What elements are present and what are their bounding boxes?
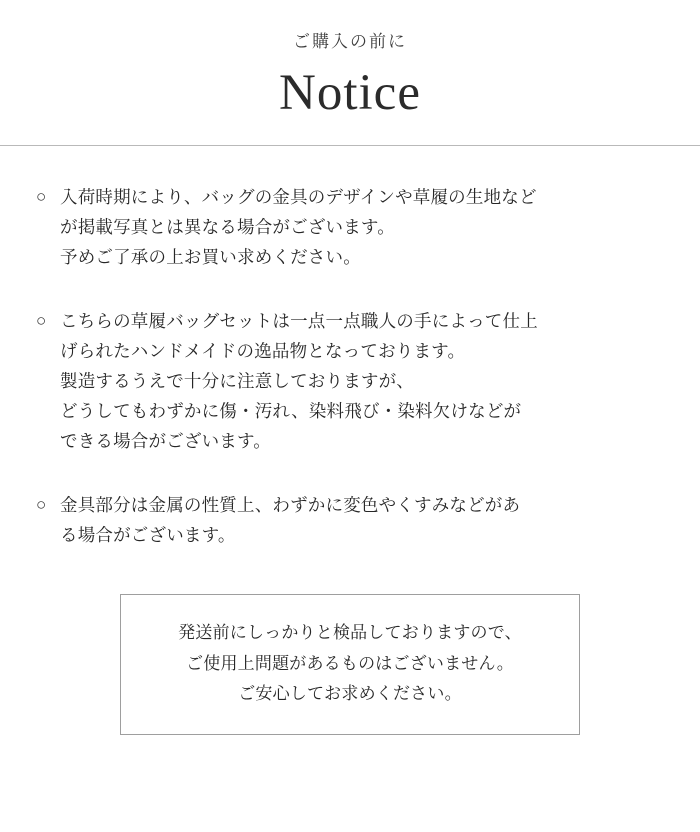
footer-box-wrapper [0, 594, 700, 735]
notes-list [0, 146, 700, 551]
page-header [0, 0, 700, 126]
box-line: ご使用上問題があるものはございません。 [186, 653, 514, 673]
circle-bullet-icon: ○ [36, 310, 47, 330]
circle-bullet-icon: ○ [36, 495, 47, 515]
note-item [36, 306, 664, 456]
inspection-notice-box [120, 594, 580, 735]
note-line: 入荷時期により、バッグの金具のデザインや草履の生地など [60, 186, 537, 207]
note-line: が掲載写真とは異なる場合がございます。 [60, 216, 395, 237]
note-line: 製造するうえで十分に注意しておりますが、 [60, 371, 414, 392]
note-line: る場合がございます。 [60, 525, 236, 546]
note-line: こちらの草履バッグセットは一点一点職人の手によって仕上 [60, 310, 538, 331]
header-kicker: ご購入の前に [293, 32, 407, 51]
note-line: できる場合がございます。 [60, 431, 271, 452]
note-line: どうしてもわずかに傷・汚れ、染料飛び・染料欠けなどが [60, 401, 522, 422]
note-item [36, 182, 664, 272]
note-body [60, 490, 664, 550]
note-line: 金具部分は金属の性質上、わずかに変色やくすみなどがあ [60, 495, 521, 516]
note-body [60, 306, 664, 456]
note-item [36, 490, 664, 550]
box-line: 発送前にしっかりと検品しておりますので、 [178, 623, 522, 643]
note-body [60, 182, 664, 272]
circle-bullet-icon: ○ [36, 186, 47, 206]
page-title: Notice [279, 64, 421, 121]
box-line: ご安心してお求めください。 [238, 683, 462, 703]
note-line: げられたハンドメイドの逸品物となっております。 [60, 340, 466, 361]
note-line: 予めご了承の上お買い求めください。 [60, 246, 361, 267]
